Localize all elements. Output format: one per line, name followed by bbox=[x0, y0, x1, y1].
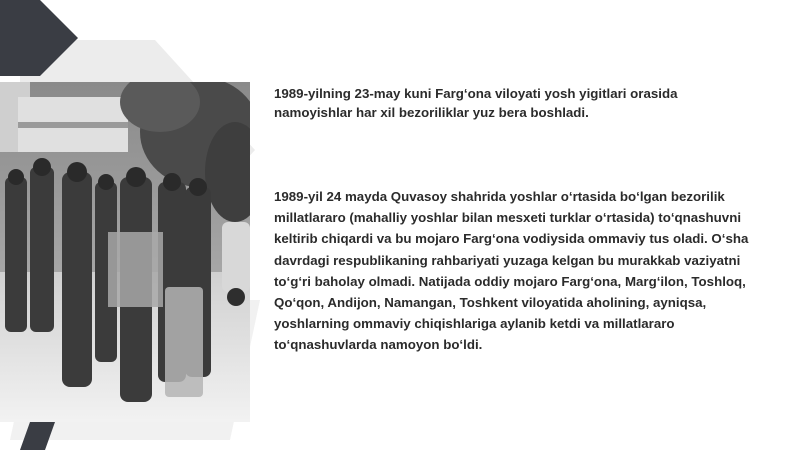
intro-text: 1989-yilning 23-may kuni Farg‘ona viloyati yosh yigitlari orasida namoyishlar har xil bezoriliklar yuz bera boshladi. bbox=[274, 86, 678, 120]
main-text: 1989-yil 24 mayda Quvasoy shahrida yoshlar o‘rtasida bo‘lgan bezorilik millatlararo (mahalliy yoshlar bilan mesxeti turklar o‘rtasida) to‘qnashuvni keltirib chiqardi va bu mojaro Farg‘ona vodiysida ommaviy tus oladi. O‘sha davrdagi respublikaning rahbariyati yuzaga kelgan bu murakkab vaziyatni to‘g‘ri baholay olmadi. Natijada oddiy mojaro Farg‘ona, Marg‘ilon, Toshloq, Qo‘qon, Andijon, Namangan, Toshkent viloyatida aholining, ayniqsa, yoshlarning ommaviy chiqishlariga aylanib ketdi va millatlararo to‘qnashuvlarda namoyon bo‘ldi. bbox=[274, 189, 749, 353]
intro-paragraph bbox=[274, 84, 754, 122]
historical-photo bbox=[0, 82, 250, 422]
main-paragraph bbox=[274, 186, 754, 356]
